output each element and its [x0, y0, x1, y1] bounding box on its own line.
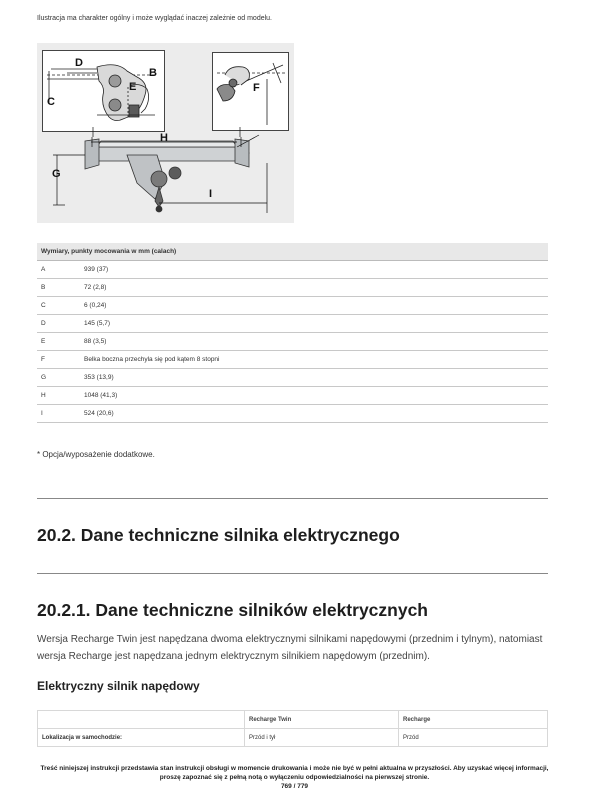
dimensions-table	[37, 243, 548, 423]
table-row	[37, 387, 548, 405]
dimension-key: C	[37, 297, 80, 315]
label-f: F	[253, 82, 260, 94]
label-i: I	[209, 188, 213, 200]
table-row	[37, 369, 548, 387]
spec-header-recharge: Recharge	[399, 711, 548, 729]
divider	[37, 498, 548, 499]
motor-spec-table	[37, 710, 548, 747]
dimension-key: F	[37, 351, 80, 369]
disclaimer-text: Treść niniejszej instrukcji przedstawia stan instrukcji obsługi w momencie drukowania i może nie być w pełni aktualna w przyszłości. Aby uzyskać więcej informacji, proszę zapoznać się z pełną notą o wyłączeniu odpowiedzialności na pierwszej stronie.	[40, 765, 549, 781]
table-row	[37, 297, 548, 315]
label-b: B	[149, 67, 157, 79]
page-number: 769 / 779	[280, 783, 309, 790]
dimension-value: 145 (5,7)	[80, 315, 548, 333]
spec-twin-value: Przód i tył	[245, 729, 399, 747]
dimension-value: 72 (2,8)	[80, 279, 548, 297]
spec-row-label: Lokalizacja w samochodzie:	[38, 729, 245, 747]
dimensions-table-header: Wymiary, punkty mocowania w mm (calach)	[37, 243, 548, 261]
spec-recharge-value: Przód	[399, 729, 548, 747]
tow-bar-diagram	[37, 43, 294, 223]
table-row	[37, 261, 548, 279]
table-row	[37, 333, 548, 351]
section-title: 20.2. Dane techniczne silnika elektrycznego	[37, 525, 400, 545]
dimension-key: I	[37, 405, 80, 423]
dimension-key: B	[37, 279, 80, 297]
dimension-value: 524 (20,6)	[80, 405, 548, 423]
spec-header-empty	[38, 711, 245, 729]
divider	[37, 573, 548, 574]
table-row	[38, 729, 548, 747]
dimension-value: 353 (13,9)	[80, 369, 548, 387]
motor-heading: Elektryczny silnik napędowy	[37, 679, 200, 693]
table-row	[37, 351, 548, 369]
optional-equipment-note: * Opcja/wyposażenie dodatkowe.	[37, 450, 155, 459]
label-c: C	[47, 96, 55, 108]
dimension-key: D	[37, 315, 80, 333]
dimension-key: G	[37, 369, 80, 387]
table-row	[37, 315, 548, 333]
page-footer	[30, 764, 559, 791]
spec-header-recharge-twin: Recharge Twin	[245, 711, 399, 729]
subsection-title: 20.2.1. Dane techniczne silników elektrycznych	[37, 600, 428, 620]
label-e: E	[129, 81, 137, 93]
dimension-key: A	[37, 261, 80, 279]
dimension-value: Belka boczna przechyla się pod kątem 8 stopni	[80, 351, 548, 369]
dimension-key: H	[37, 387, 80, 405]
table-row	[37, 405, 548, 423]
figure-caption: Ilustracja ma charakter ogólny i może wyglądać inaczej zależnie od modelu.	[37, 15, 273, 22]
label-d: D	[75, 57, 83, 69]
label-h: H	[160, 132, 168, 144]
dimension-value: 1048 (41,3)	[80, 387, 548, 405]
label-g: G	[52, 168, 61, 180]
dimension-key: E	[37, 333, 80, 351]
table-row	[37, 279, 548, 297]
dimension-value: 939 (37)	[80, 261, 548, 279]
motor-description: Wersja Recharge Twin jest napędzana dwoma elektrycznymi silnikami napędowymi (przednim i tylnym), natomiast wersja Recharge jest napędzana jednym elektrycznym silnikiem napędowym (przednim).	[37, 634, 543, 662]
dimension-value: 6 (0,24)	[80, 297, 548, 315]
dimension-value: 88 (3,5)	[80, 333, 548, 351]
table-row	[38, 711, 548, 729]
